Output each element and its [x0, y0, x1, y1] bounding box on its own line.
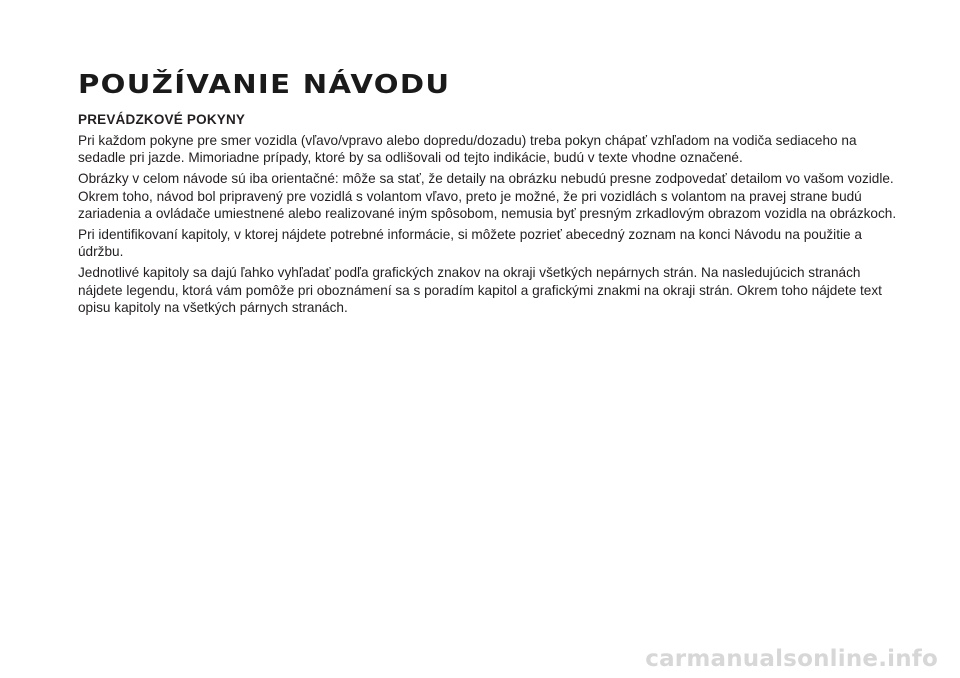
- paragraph-index: Pri identifikovaní kapitoly, v ktorej nájdete potrebné informácie, si môžete pozrieť abecedný zoznam na konci Návodu na použitie a údržbu.: [78, 227, 862, 260]
- paragraph-chapters: Jednotlivé kapitoly sa dajú ľahko vyhľadať podľa grafických znakov na okraji všetkých nepárnych strán. Na nasledujúcich stranách nájdete legendu, ktorá vám pomôže pri oboznámení sa s poradím kapitol a grafickými znakmi na okraji strán. Okrem toho nájdete text opisu kapitoly na všetkých párnych stranách.: [78, 265, 882, 315]
- watermark: carmanualsonline.info: [645, 646, 938, 672]
- manual-page: [78, 70, 898, 320]
- section-heading: PREVÁDZKOVÉ POKYNY: [78, 112, 246, 127]
- paragraph-images: Obrázky v celom návode sú iba orientačné: môže sa stať, že detaily na obrázku nebudú presne zodpovedať detailom vo vašom vozidle. Okrem toho, návod bol pripravený pre vozidlá s volantom vľavo, preto je možné, že pri vozidlách s volantom na pravej strane budú zariadenia a ovládače umiestnené alebo realizované iným spôsobom, nemusia byť presným zrkadlovým obrazom vozidla na obrázkoch.: [78, 171, 897, 221]
- paragraph-direction: Pri každom pokyne pre smer vozidla (vľavo/vpravo alebo dopredu/dozadu) treba pokyn chápať vzhľadom na vodiča sediaceho na sedadle pri jazde. Mimoriadne prípady, ktoré by sa odlišovali od tejto indikácie, budú v texte vhodne označené.: [78, 133, 857, 166]
- page-title: POUŽÍVANIE NÁVODU: [78, 70, 451, 100]
